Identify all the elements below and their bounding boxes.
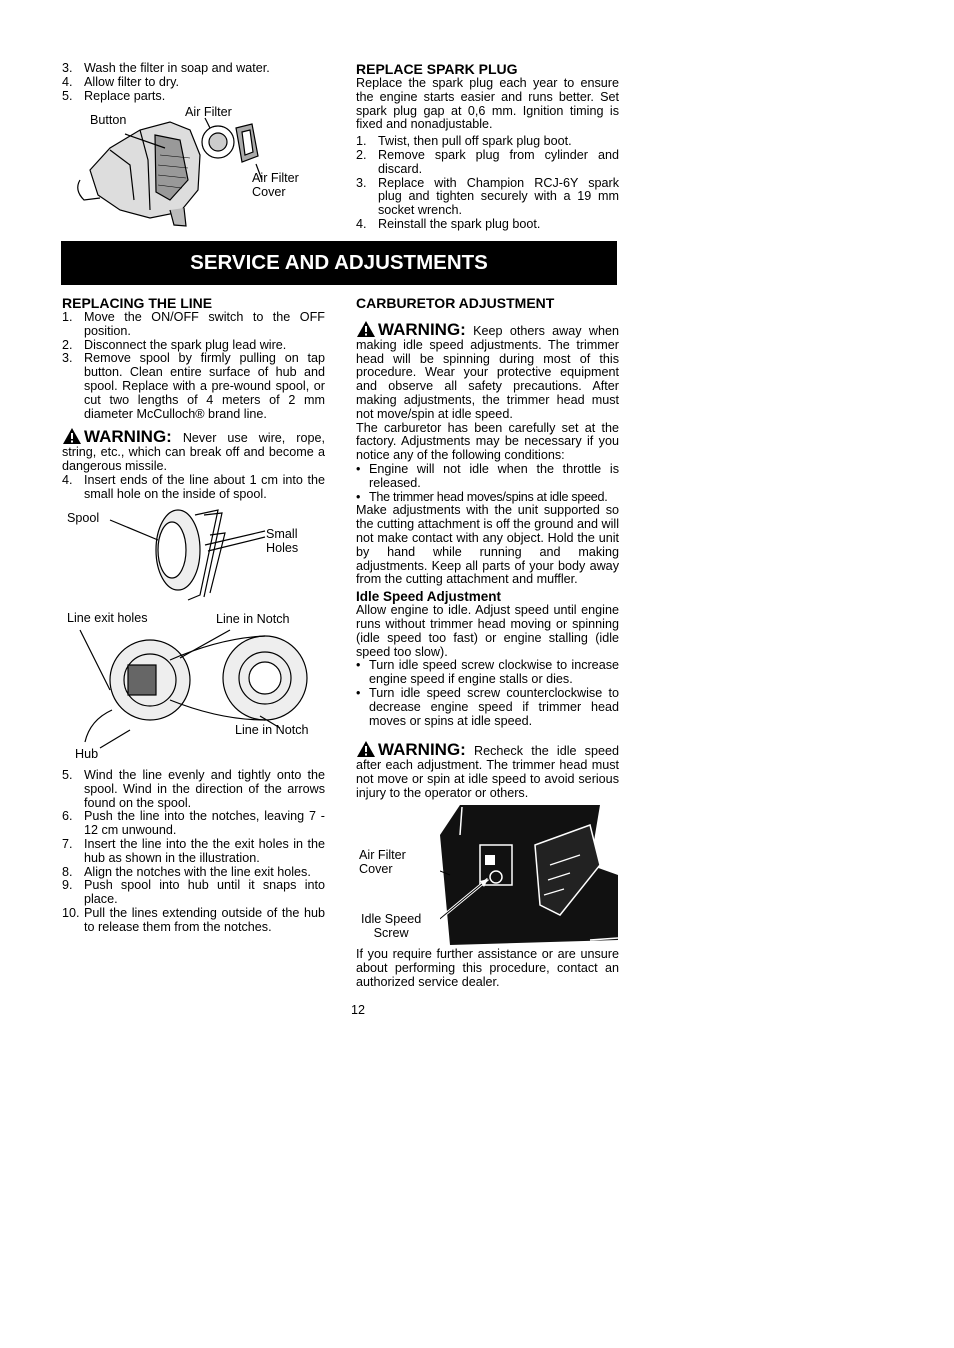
list-item: 5. Wind the line evenly and tightly onto the spool. Wind in the direction of the arrows found on the spool. [62,768,325,810]
idle-speed-heading: Idle Speed Adjustment [356,589,502,605]
list-item: 8. Align the notches with the line exit holes. [62,864,311,879]
list-item: 4. Reinstall the spark plug boot. [356,216,541,231]
list-item: • Turn idle speed screw counterclockwise to decrease engine speed if trimmer head moves or spins at idle speed. [356,685,619,728]
closing-text: If you require further assistance or are unsure about performing this procedure, contact an authorized service dealer. [356,947,619,989]
button-label: Button [90,113,127,127]
warning-triangle-icon [62,427,82,445]
carburetor-heading: CARBURETOR ADJUSTMENT [356,295,555,311]
carburetor-section [356,295,619,801]
list-item: 3. Wash the filter in soap and water. [62,61,270,75]
section-banner: SERVICE AND ADJUSTMENTS [61,241,617,285]
list-item: 5. Replace parts. [62,88,166,103]
line-in-notch-top-label: Line in Notch [216,612,290,626]
list-item: 7. Insert the line into the the exit holes in the hub as shown in the illustration. [62,836,325,865]
line-in-notch-bottom-label: Line in Notch [235,723,309,737]
idle-speed-text: Allow engine to idle. Adjust speed until engine runs without trimmer head moving or spinning (idle speed too fast) or engine stalling (idle speed too slow). [356,603,619,659]
line-exit-holes-label: Line exit holes [67,611,148,625]
carburetor-warning-2: WARNING: Recheck the idle speed after each adjustment. The trimmer head must not move or spin at idle speed to avoid serious injury to the operator or others. [356,740,619,800]
replacing-line-steps-b [62,769,325,935]
list-item: 3. Replace with Champion RCJ-6Y spark plug and tighten securely with a 19 mm socket wrench. [356,175,619,218]
list-item: • Engine will not idle when the throttle is released. [356,461,619,490]
spool-label: Spool [67,511,100,525]
small-holes-label: Small Holes [266,527,299,555]
warning-triangle-icon [356,320,376,338]
air-filter-steps [62,62,332,103]
list-item: 6. Push the line into the notches, leaving 7 - 12 cm unwound. [62,809,325,838]
carburetor-warning-1: WARNING: Keep others away when making idle speed adjustments. The trimmer head will be spinning during most of this procedure. Wear your protective equipment and observe all safety precautions. After making adjustments, the trimmer head must not move/spin at idle speed. [356,320,619,421]
idle-speed-screw-label: Idle Speed Screw [361,912,422,940]
replacing-line-section [62,295,325,501]
list-item: 10. Pull the lines extending outside of the hub to release them from the notches. [62,905,325,934]
list-item: • The trimmer head moves/spins at idle speed. [356,489,608,504]
list-item: 4. Allow filter to dry. [62,74,179,89]
list-item: 2. Remove spark plug from cylinder and discard. [356,147,619,176]
spool-illustration [100,505,280,605]
air-filter-label: Air Filter [185,105,232,119]
warning-triangle-icon [356,740,376,758]
hub-illustration [70,620,330,760]
spark-plug-heading: REPLACE SPARK PLUG [356,61,518,77]
list-item: 3. Remove spool by firmly pulling on tap button. Clean entire surface of hub and spool. Replace with a pre-wound spool, or cut two lengths of 4 meters of 2 mm diameter McCulloch® brand line. [62,351,325,421]
list-item: 9. Push spool into hub until it snaps into place. [62,878,325,907]
list-item: 1. Move the ON/OFF switch to the OFF position. [62,310,325,338]
spark-plug-section [356,61,619,232]
spark-plug-intro: Replace the spark plug each year to ensure the engine starts easier and runs better. Set spark plug gap at 0,6 mm. Ignition timing is fixed and nonadjustable. [356,76,619,132]
carburetor-para-1: The carburetor has been carefully set at the factory. Adjustments may be necessary if you notice any of the following conditions: [356,420,619,463]
replacing-line-heading: REPLACING THE LINE [62,295,213,311]
list-item: 4. Insert ends of the line about 1 cm into the small hole on the inside of spool. [62,472,325,501]
carburetor-illustration [440,805,618,945]
list-item: 1. Twist, then pull off spark plug boot. [356,134,572,149]
carburetor-para-2: Make adjustments with the unit supported so the cutting attachment is off the ground and will not make contact with any object. Hold the unit by hand while running and making adjustments. Keep all parts of your body away from the cutting attachment and muffler. [356,503,619,587]
hub-label: Hub [75,747,99,761]
line-warning: WARNING: Never use wire, rope, string, etc., which can break off and become a dangerous missile. [62,427,325,473]
list-item: • Turn idle speed screw clockwise to increase engine speed if engine stalls or dies. [356,658,619,687]
carb-air-filter-cover-label: Air Filter Cover [359,848,406,876]
air-filter-cover-label: Air Filter Cover [252,171,299,199]
page-number: 12 [351,1003,366,1017]
list-item: 2. Disconnect the spark plug lead wire. [62,337,287,352]
